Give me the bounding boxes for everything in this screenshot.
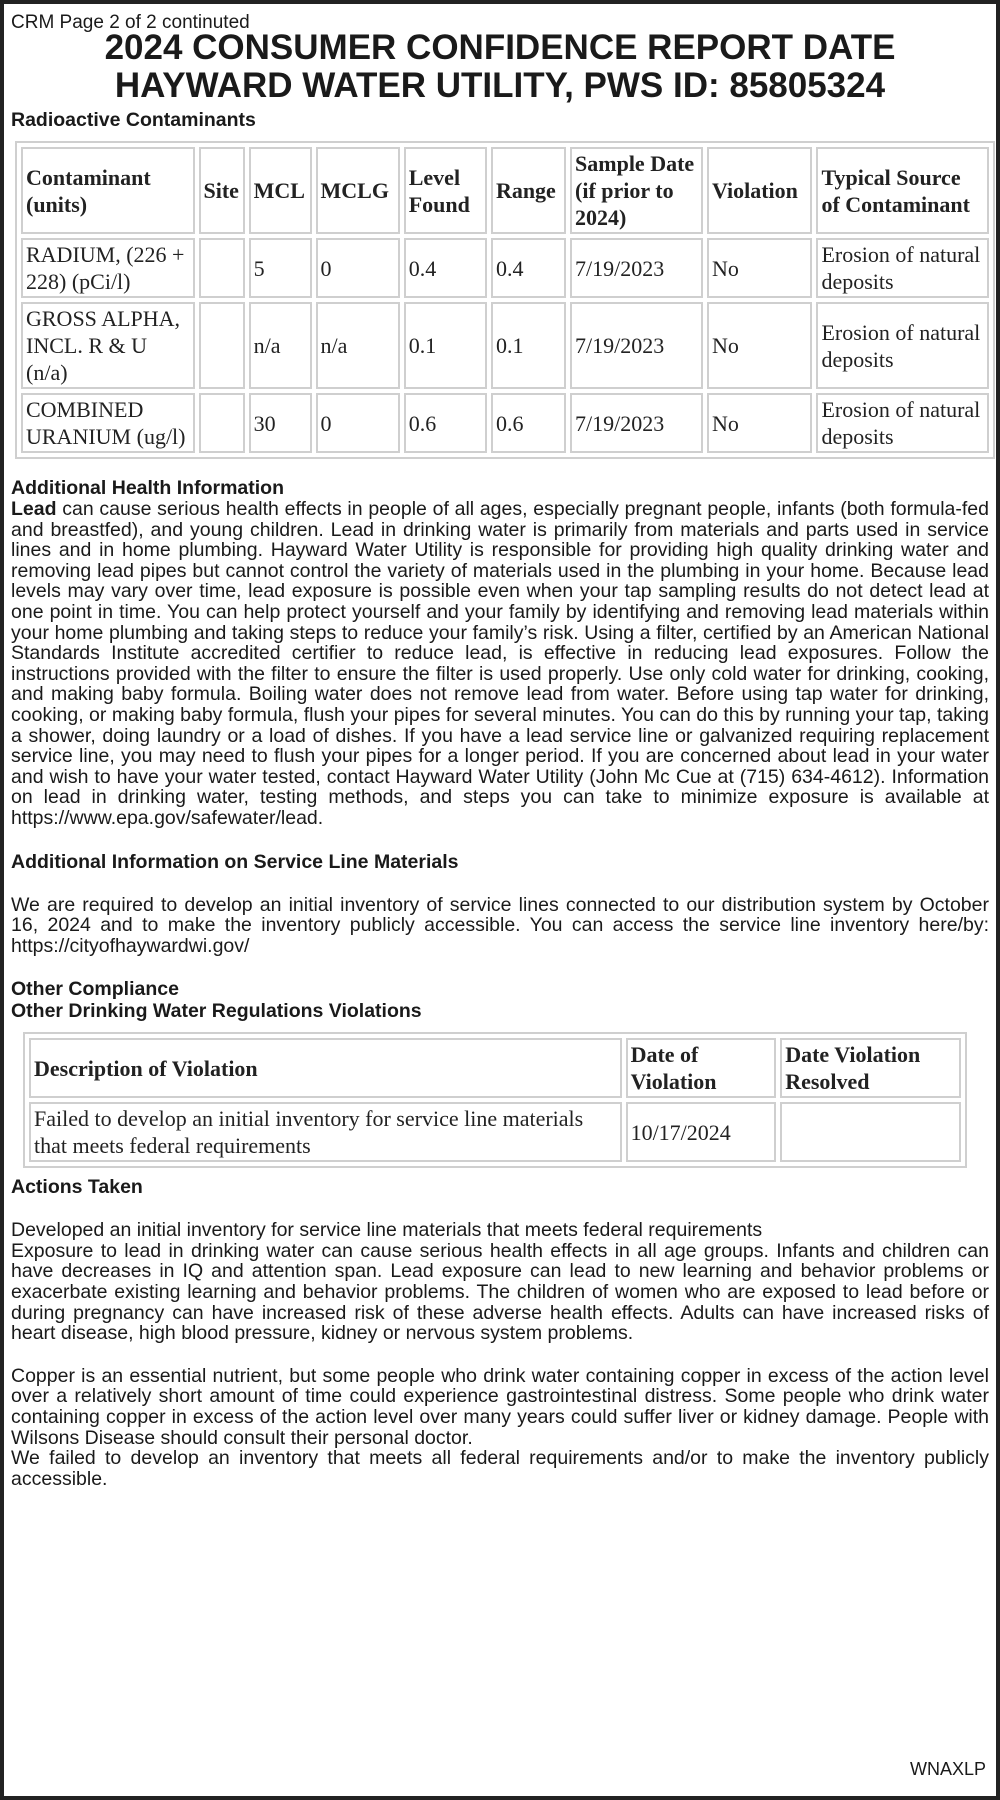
- table-cell: No: [707, 238, 813, 298]
- table-cell: Erosion of natural deposits: [816, 238, 989, 298]
- column-header: MCLG: [316, 147, 400, 234]
- table-cell: 0.6: [404, 393, 487, 453]
- column-header: Sample Date (if prior to 2024): [570, 147, 703, 234]
- column-header: Date Violation Resolved: [780, 1038, 961, 1098]
- column-header: Range: [491, 147, 566, 234]
- table-cell: 7/19/2023: [570, 302, 703, 389]
- table-cell: GROSS ALPHA, INCL. R & U (n/a): [21, 302, 195, 389]
- column-header: Site: [199, 147, 245, 234]
- column-header: Violation: [707, 147, 813, 234]
- column-header: Date of Violation: [626, 1038, 777, 1098]
- table-cell: 10/17/2024: [626, 1102, 777, 1162]
- table-row: [21, 302, 989, 389]
- table-cell: 0.1: [404, 302, 487, 389]
- column-header: Description of Violation: [29, 1038, 622, 1098]
- table-cell: 0.4: [491, 238, 566, 298]
- table-cell: 7/19/2023: [570, 393, 703, 453]
- table-cell: 30: [249, 393, 312, 453]
- column-header: Typical Source of Contaminant: [816, 147, 989, 234]
- column-header: Contaminant (units): [21, 147, 195, 234]
- service-lines-heading: Additional Information on Service Line Materials: [11, 850, 459, 873]
- actions-line: Developed an initial inventory for service line materials that meets federal requirements: [11, 1219, 763, 1242]
- service-lines-paragraph: We are required to develop an initial inventory of service lines connected to our distribution system by October 16, 2024 and to make the inventory publicly accessible. You can access the service line inventory here/by: https://cityofhaywardwi.gov/: [11, 893, 989, 957]
- table-cell: 0.1: [491, 302, 566, 389]
- lead-exposure-paragraph: Exposure to lead in drinking water can cause serious health effects in all age groups. Infants and children can have decreases in IQ and attention span. Lead exposure can lead to new learning and behavior problems or exacerbate existing learning and behavior problems. The children of women who are exposed to lead before or during pregnancy can have increased risk of these adverse health effects. Adults can have increased risks of heart disease, high blood pressure, kidney or nervous system problems.: [11, 1239, 989, 1345]
- radioactive-heading: Radioactive Contaminants: [11, 109, 256, 131]
- violations-heading: Other Drinking Water Regulations Violations: [11, 1000, 422, 1023]
- actions-heading: Actions Taken: [11, 1176, 143, 1199]
- health-paragraph: [11, 499, 989, 829]
- title-line-1: 2024 CONSUMER CONFIDENCE REPORT DATE: [104, 28, 896, 67]
- radioactive-table: [15, 141, 995, 459]
- table-cell: [199, 302, 245, 389]
- lead-keyword: Lead: [11, 498, 57, 520]
- table-cell: 7/19/2023: [570, 238, 703, 298]
- violations-table: [23, 1032, 967, 1168]
- title-line-2: HAYWARD WATER UTILITY, PWS ID: 85805324: [114, 66, 886, 105]
- health-heading: Additional Health Information: [11, 477, 284, 499]
- inventory-failure-paragraph: We failed to develop an inventory that meets all federal requirements and/or to make the inventory publicly accessible.: [11, 1447, 989, 1490]
- column-header: Level Found: [404, 147, 487, 234]
- table-row: [21, 393, 989, 453]
- other-compliance-heading: Other Compliance: [11, 978, 179, 1001]
- table-cell: Erosion of natural deposits: [816, 393, 989, 453]
- table-cell: COMBINED URANIUM (ug/l): [21, 393, 195, 453]
- table-cell: No: [707, 393, 813, 453]
- table-cell: [199, 238, 245, 298]
- table-cell: No: [707, 302, 813, 389]
- table-cell: 0.6: [491, 393, 566, 453]
- table-cell: 0: [316, 393, 400, 453]
- table-cell: n/a: [316, 302, 400, 389]
- page-continued-note: CRM Page 2 of 2 continuted: [11, 12, 250, 33]
- table-header-row: [29, 1038, 961, 1098]
- table-cell: Erosion of natural deposits: [816, 302, 989, 389]
- report-title: [11, 29, 989, 105]
- copper-paragraph: Copper is an essential nutrient, but some people who drink water containing copper in excess of the action level over a relatively short amount of time could experience gastrointestinal distress. Some people who drink water containing copper in excess of the action level over many years could suffer liver or kidney damage. People with Wilsons Disease should consult their personal doctor.: [11, 1364, 989, 1449]
- table-cell: [199, 393, 245, 453]
- table-cell: Failed to develop an initial inventory for service line materials that meets federal requirements: [29, 1102, 622, 1162]
- table-cell: [780, 1102, 961, 1162]
- table-cell: 0: [316, 238, 400, 298]
- table-row: [29, 1102, 961, 1162]
- health-body: can cause serious health effects in people of all ages, especially pregnant people, infants (both formula-fed and breastfed), and young children. Lead in drinking water is primarily from materials and parts used in service lines and in home plumbing. Hayward Water Utility is responsible for providing high quality drinking water and removing lead pipes but cannot control the variety of materials used in the plumbing in your home. Because lead levels may vary over time, lead exposure is possible even when your tap sampling results do not detect lead at one point in time. You can help protect yourself and your family by identifying and removing lead materials within your home plumbing and taking steps to reduce your family’s risk. Using a filter, certified by an American National Standards Institute accredited certifier to reduce lead, is effective in reducing lead exposures. Follow the instructions provided with the filter to ensure the filter is used properly. Use only cold water for drinking, cooking, and making baby formula. Boiling water does not remove lead from water. Before using tap water for drinking, cooking, or making baby formula, flush your pipes for several minutes. You can do this by running your tap, taking a shower, doing laundry or a load of dishes. If you have a lead service line or galvanized requiring replacement service line, you may need to flush your pipes for a longer period. If you are concerned about lead in your water and wish to have your water tested, contact Hayward Water Utility (John Mc Cue at (715) 634-4612). Information on lead in drinking water, testing methods, and steps you can take to minimize exposure is available at https://www.epa.gov/safewater/lead.: [11, 498, 989, 829]
- table-cell: n/a: [249, 302, 312, 389]
- table-header-row: [21, 147, 989, 234]
- column-header: MCL: [249, 147, 312, 234]
- footer-code: WNAXLP: [909, 1759, 986, 1779]
- table-cell: RADIUM, (226 + 228) (pCi/l): [21, 238, 195, 298]
- table-cell: 5: [249, 238, 312, 298]
- table-cell: 0.4: [404, 238, 487, 298]
- table-row: [21, 238, 989, 298]
